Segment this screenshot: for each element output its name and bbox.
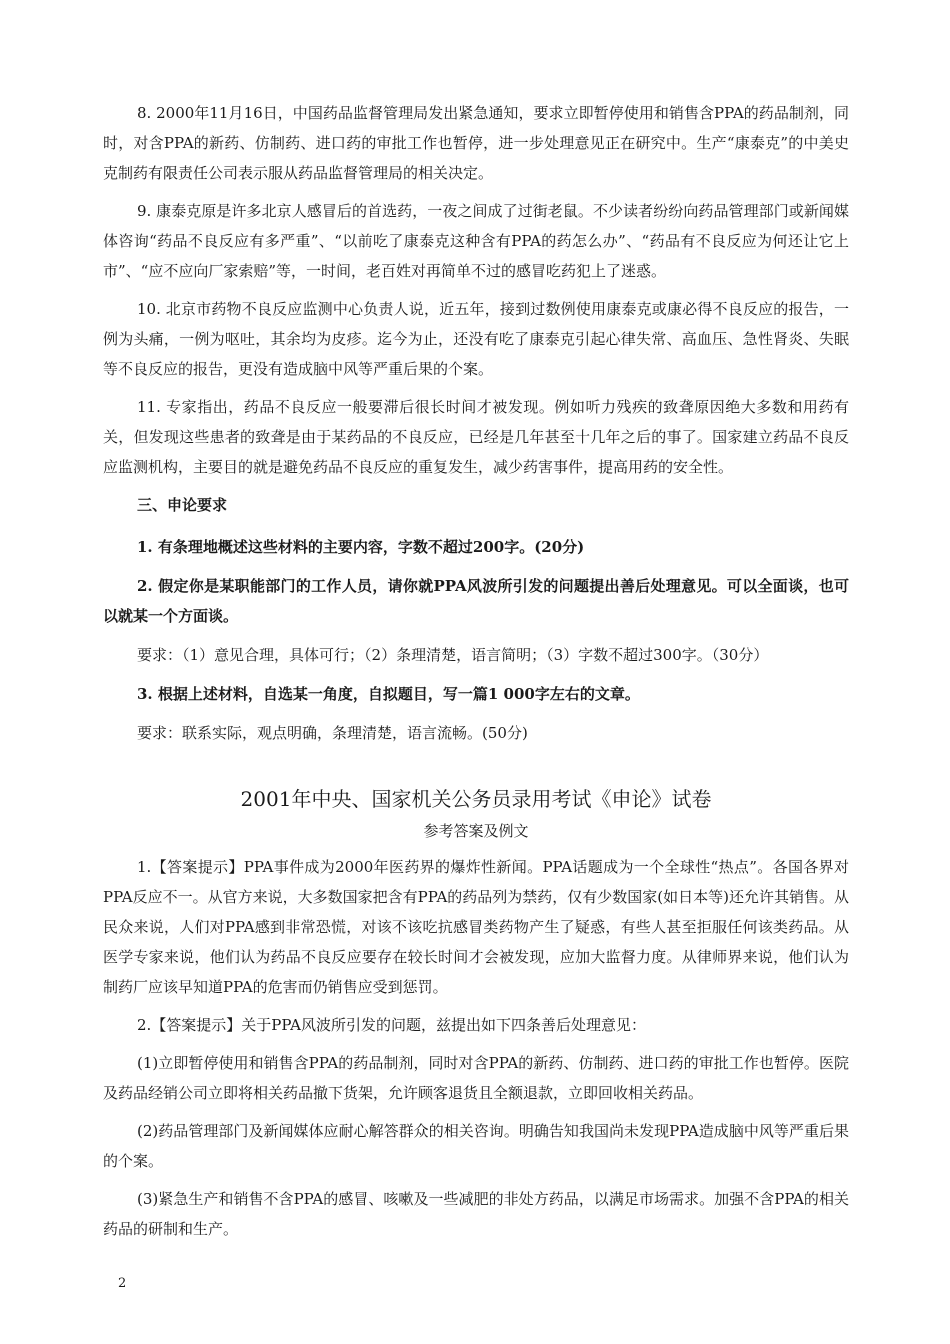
answer-paragraph-2: 2.【答案提示】关于PPA风波所引发的问题，兹提出如下四条善后处理意见：: [137, 1016, 646, 1034]
material-paragraph-11: 11. 专家指出，药品不良反应一般要滞后很长时间才被发现。例如听力残疾的致聋原因绝大多数和用药有关，但发现这些患者的致聋是由于某药品的不良反应，已经是几年甚至十几年之后的事了。国家建立药品不良反应监测机构，主要目的就是避免药品不良反应的重复发生，减少药害事件，提高用药的安全性。: [103, 398, 849, 476]
material-paragraph-8: 8. 2000年11月16日，中国药品监督管理局发出紧急通知，要求立即暂停使用和销售含PPA的药品制剂，同时，对含PPA的新药、仿制药、进口药的审批工作也暂停，进一步处理意见正在研究中。生产“康泰克”的中美史克制药有限责任公司表示服从药品监督管理局的相关决定。: [103, 104, 849, 182]
question-3: 3. 根据上述材料，自选某一角度，自拟题目，写一篇1 000字左右的文章。: [137, 685, 640, 703]
question-2-note: 要求：（1）意见合理，具体可行；（2）条理清楚，语言简明；（3）字数不超过300字。（30分）: [137, 646, 769, 664]
requirements-heading: 三、申论要求: [137, 496, 228, 514]
question-2: 2. 假定你是某职能部门的工作人员，请你就PPA风波所引发的问题提出善后处理意见。可以全面谈，也可以就某一个方面谈。: [103, 577, 849, 625]
question-1: 1. 有条理地概述这些材料的主要内容，字数不超过200字。(20分): [137, 538, 585, 556]
material-paragraph-10: 10. 北京市药物不良反应监测中心负责人说，近五年，接到过数例使用康泰克或康必得不良反应的报告，一例为头痛，一例为呕吐，其余均为皮疹。迄今为止，还没有吃了康泰克引起心律失常、高血压、急性肾炎、失眠等不良反应的报告，更没有造成脑中风等严重后果的个案。: [103, 300, 849, 378]
answer-paragraph-3: (1)立即暂停使用和销售含PPA的药品制剂，同时对含PPA的新药、仿制药、进口药的审批工作也暂停。医院及药品经销公司立即将相关药品撤下货架，允许顾客退货且全额退款，立即回收相关药品。: [103, 1054, 849, 1102]
answer-paragraph-1: 1.【答案提示】PPA事件成为2000年医药界的爆炸性新闻。PPA话题成为一个全球性“热点”。各国各界对PPA反应不一。从官方来说，大多数国家把含有PPA的药品列为禁药，仅有少数国家(如日本等)还允许其销售。从民众来说，人们对PPA感到非常恐慌，对该不该吃抗感冒类药物产生了疑惑，有些人甚至拒服任何该类药品。从医学专家来说，他们认为药品不良反应要存在较长时间才会被发现，应加大监督力度。从律师界来说，他们认为制药厂应该早知道PPA的危害而仍销售应受到惩罚。: [103, 858, 849, 996]
material-paragraph-9: 9. 康泰克原是许多北京人感冒后的首选药，一夜之间成了过街老鼠。不少读者纷纷向药品管理部门或新闻媒体咨询“药品不良反应有多严重”、“以前吃了康泰克这种含有PPA的药怎么办”、“药品有不良反应为何还让它上市”、“应不应向厂家索赔”等，一时间，老百姓对再简单不过的感冒吃药犯上了迷惑。: [103, 202, 849, 280]
page-number: 2: [118, 1276, 127, 1291]
page-content: [103, 98, 849, 1252]
answer-paragraph-4: (2)药品管理部门及新闻媒体应耐心解答群众的相关咨询。明确告知我国尚未发现PPA造成脑中风等严重后果的个案。: [103, 1122, 849, 1170]
question-3-note: 要求：联系实际，观点明确，条理清楚，语言流畅。(50分): [137, 724, 528, 742]
answer-section-title: 2001年中央、国家机关公务员录用考试《申论》试卷: [240, 787, 712, 811]
answer-paragraph-5: (3)紧急生产和销售不含PPA的感冒、咳嗽及一些减肥的非处方药品，以满足市场需求。加强不含PPA的相关药品的研制和生产。: [103, 1190, 849, 1238]
answer-section-subtitle: 参考答案及例文: [423, 822, 529, 840]
